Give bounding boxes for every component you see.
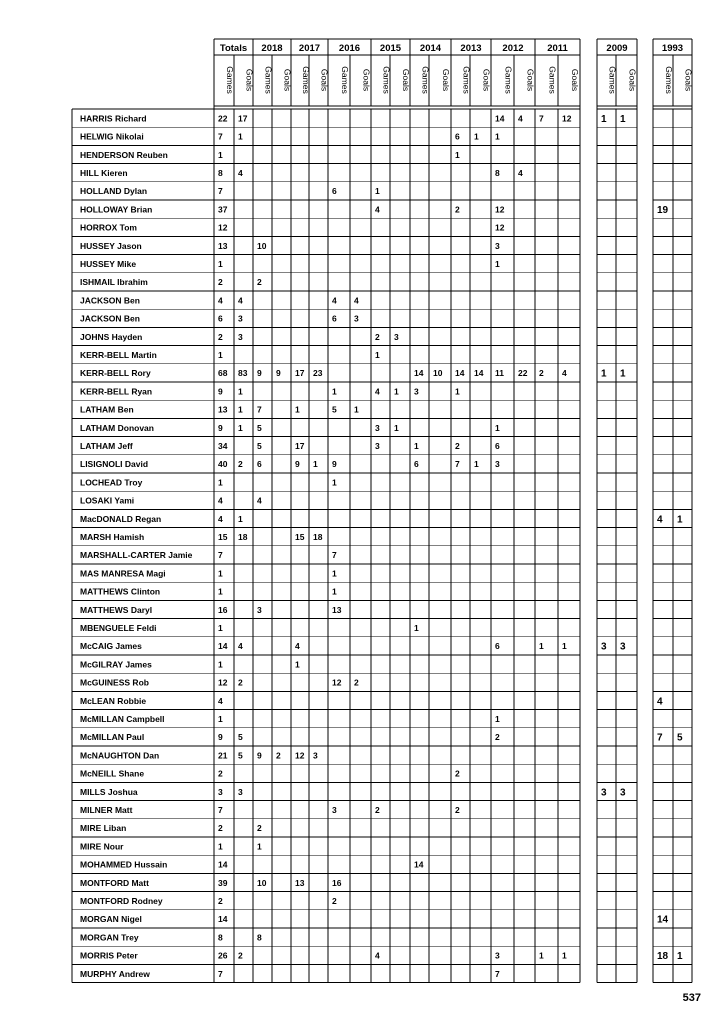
cell-value: 18 [657,951,669,963]
cell-value: 4 [238,295,243,306]
cell-value: 3 [620,641,626,653]
player-name: MBENGUELE Feldi [80,623,157,633]
cell-value: 15 [295,532,305,542]
player-name: LATHAM Donovan [80,422,154,433]
cell-value: 1 [218,586,223,597]
cell-value: 1 [495,131,500,142]
group-header: 2015 [379,43,402,54]
cell-value: 1 [562,641,567,652]
player-name: HILL Kieren [80,168,128,178]
cell-value: 2 [218,277,223,288]
cell-value: 4 [257,495,262,506]
cell-value: 4 [562,368,567,379]
cell-value: 1 [218,149,223,160]
games-subheader: Games [340,66,350,94]
cell-value: 3 [414,386,419,397]
cell-value: 1 [394,386,399,397]
player-name: HOLLOWAY Brian [80,204,153,215]
cell-value: 2 [276,750,281,761]
cell-value: 1 [295,404,300,415]
player-name: MILNER Matt [80,805,133,815]
cell-value: 1 [495,259,500,269]
cell-value: 2 [218,768,223,779]
cell-value: 1 [375,186,380,197]
cell-value: 3 [218,786,223,797]
cell-value: 1 [218,350,223,360]
cell-value: 9 [257,750,262,761]
cell-value: 1 [601,113,607,125]
cell-value: 4 [218,513,223,524]
cell-value: 7 [657,732,663,744]
player-name: KERR-BELL Martin [80,350,157,360]
cell-value: 4 [295,641,300,652]
player-name: JACKSON Ben [80,295,140,306]
cell-value: 9 [218,732,223,743]
cell-value: 10 [257,877,267,888]
cell-value: 2 [455,204,460,215]
cell-value: 2 [539,368,544,379]
cell-value: 2 [455,768,460,779]
cell-value: 2 [375,805,380,815]
cell-value: 7 [218,186,223,197]
cell-value: 17 [295,441,305,451]
cell-value: 14 [474,368,484,379]
cell-value: 13 [295,877,305,888]
cell-value: 2 [257,823,262,834]
cell-value: 5 [257,422,262,433]
cell-value: 9 [295,459,300,470]
cell-value: 9 [218,386,223,397]
cell-value: 10 [433,368,443,379]
goals-subheader: Goals [401,68,411,92]
player-name: LOSAKI Yami [80,495,135,506]
cell-value: 14 [657,914,669,926]
player-name: JACKSON Ben [80,313,140,324]
cell-value: 7 [495,968,500,979]
games-subheader: Games [607,66,618,94]
cell-value: 6 [257,459,262,470]
cell-value: 1 [238,131,243,142]
player-name: MIRE Liban [80,823,127,834]
cell-value: 13 [332,604,342,615]
cell-value: 12 [562,113,572,124]
cell-value: 1 [218,659,223,670]
cell-value: 7 [257,404,262,415]
cell-value: 3 [313,750,318,761]
cell-value: 1 [455,149,460,160]
cell-value: 40 [218,459,228,470]
cell-value: 3 [332,805,337,815]
cell-value: 9 [257,368,262,379]
cell-value: 1 [677,514,683,526]
player-name: MORRIS Peter [80,950,138,961]
player-name: MAS MANRESA Magi [80,568,166,579]
cell-value: 12 [218,677,228,688]
cell-value: 1 [218,568,223,579]
cell-value: 3 [238,786,243,797]
cell-value: 7 [332,550,337,561]
cell-value: 2 [257,277,262,288]
cell-value: 2 [238,459,243,470]
cell-value: 37 [218,204,228,215]
cell-value: 1 [474,131,479,142]
player-name: McGUINESS Rob [80,677,149,688]
player-name: HOLLAND Dylan [80,186,148,197]
cell-value: 3 [601,787,607,799]
cell-value: 22 [218,113,228,124]
cell-value: 1 [332,386,337,397]
cell-value: 16 [218,604,228,615]
cell-value: 5 [238,750,243,761]
cell-value: 18 [238,532,248,542]
cell-value: 17 [238,113,248,124]
cell-value: 5 [332,404,337,415]
player-name: LATHAM Jeff [80,441,133,451]
player-name: HUSSEY Mike [80,259,137,269]
goals-subheader: Goals [319,68,330,92]
cell-value: 1 [332,568,337,579]
cell-value: 6 [414,459,419,470]
cell-value: 17 [295,368,305,379]
cell-value: 4 [238,168,243,178]
cell-value: 14 [414,859,424,870]
cell-value: 8 [218,168,223,178]
goals-subheader: Goals [525,68,536,92]
player-name: MORGAN Nigel [80,914,142,925]
group-header: 2013 [460,43,482,54]
player-name: McNAUGHTON Dan [80,750,160,761]
cell-value: 68 [218,368,228,379]
games-subheader: Games [263,66,274,94]
page-number: 537 [682,992,701,1004]
cell-value: 1 [238,422,243,433]
cell-value: 4 [218,495,223,506]
cell-value: 2 [218,823,223,834]
cell-value: 8 [257,932,262,943]
cell-value: 7 [455,459,460,470]
cell-value: 1 [313,459,318,470]
cell-value: 1 [354,404,359,415]
cell-value: 2 [332,896,337,906]
player-name: JOHNS Hayden [80,331,143,342]
cell-value: 1 [257,841,262,852]
cell-value: 4 [657,696,663,708]
cell-value: 7 [539,113,544,124]
cell-value: 1 [218,477,223,488]
cell-value: 9 [276,368,281,379]
player-name: HUSSEY Jason [80,240,142,251]
group-header: 2009 [606,43,628,54]
cell-value: 1 [394,422,399,433]
cell-value: 2 [455,441,460,451]
cell-value: 1 [539,641,544,652]
player-name: MARSHALL-CARTER Jamie [80,550,193,561]
cell-value: 83 [238,368,248,379]
cell-value: 12 [332,677,342,688]
goals-subheader: Goals [627,68,638,92]
goals-subheader: Goals [244,68,255,92]
goals-subheader: Goals [481,68,492,92]
games-subheader: Games [664,66,674,94]
player-name: MIRE Nour [80,841,124,852]
cell-value: 8 [218,932,223,943]
cell-value: 2 [375,331,380,342]
cell-value: 4 [518,168,523,178]
player-name: MORGAN Trey [80,932,139,943]
player-name: MARSH Hamish [80,532,145,542]
cell-value: 14 [218,914,228,925]
cell-value: 1 [474,459,479,470]
cell-value: 4 [218,295,223,306]
cell-value: 1 [332,586,337,597]
cell-value: 14 [455,368,465,379]
player-name: McCAIG James [80,641,142,652]
cell-value: 14 [495,113,505,124]
cell-value: 12 [218,222,228,233]
player-name: McNEILL Shane [80,768,145,779]
cell-value: 5 [238,732,243,743]
cell-value: 4 [375,386,380,397]
cell-value: 3 [620,787,626,799]
cell-value: 1 [455,386,460,397]
cell-value: 13 [218,404,228,415]
group-header: Totals [219,43,248,54]
cell-value: 1 [218,714,223,724]
player-name: KERR-BELL Ryan [80,386,153,397]
cell-value: 3 [238,331,243,342]
cell-value: 1 [601,368,607,380]
goals-subheader: Goals [683,68,694,92]
cell-value: 3 [394,331,399,342]
player-name: HARRIS Richard [80,113,147,124]
cell-value: 5 [257,441,262,451]
group-header: 2011 [547,43,568,54]
player-name: MATTHEWS Daryl [80,604,153,615]
cell-value: 6 [495,641,500,652]
player-name: ISHMAIL Ibrahim [80,277,148,288]
player-name: LATHAM Ben [80,404,134,415]
games-subheader: Games [225,66,235,94]
cell-value: 26 [218,950,228,961]
player-name: McMILLAN Paul [80,732,145,743]
cell-value: 1 [238,386,243,397]
goals-subheader: Goals [361,68,372,92]
goals-subheader: Goals [282,68,293,92]
player-name: KERR-BELL Rory [80,368,151,379]
cell-value: 22 [518,368,528,379]
cell-value: 4 [238,641,243,652]
player-name: HENDERSON Reuben [80,149,168,160]
cell-value: 19 [657,204,669,216]
group-header: 1993 [661,43,684,54]
games-subheader: Games [547,66,558,94]
cell-value: 1 [414,623,419,633]
cell-value: 3 [495,459,500,470]
cell-value: 7 [218,131,223,142]
cell-value: 1 [238,404,243,415]
cell-value: 2 [354,677,359,688]
cell-value: 9 [332,459,337,470]
cell-value: 16 [332,877,342,888]
cell-value: 9 [218,422,223,433]
cell-value: 8 [495,168,500,178]
cell-value: 2 [218,331,223,342]
cell-value: 14 [218,641,228,652]
cell-value: 2 [238,677,243,688]
cell-value: 7 [218,550,223,561]
cell-value: 39 [218,877,228,888]
cell-value: 1 [620,368,626,380]
cell-value: 1 [620,113,626,125]
cell-value: 1 [218,841,223,852]
cell-value: 3 [375,441,380,451]
cell-value: 10 [257,240,267,251]
player-name: HORROX Tom [80,222,137,233]
cell-value: 6 [455,131,460,142]
cell-value: 4 [657,514,663,526]
cell-value: 7 [218,805,223,815]
cell-value: 14 [414,368,424,379]
player-name: MONTFORD Rodney [80,896,163,906]
cell-value: 1 [332,477,337,488]
cell-value: 1 [414,441,419,451]
player-name: MONTFORD Matt [80,877,149,888]
cell-value: 1 [375,350,380,360]
cell-value: 4 [375,204,380,215]
cell-value: 15 [218,532,228,542]
cell-value: 4 [218,695,223,706]
group-header: 2014 [419,43,442,54]
cell-value: 7 [218,968,223,979]
player-name: MURPHY Andrew [80,968,150,979]
cell-value: 3 [257,604,262,615]
player-name: LOCHEAD Troy [80,477,143,488]
cell-value: 6 [218,313,223,324]
player-name: MATTHEWS Clinton [80,586,161,597]
cell-value: 4 [518,113,523,124]
group-header: 2012 [502,43,524,54]
cell-value: 6 [332,186,337,197]
group-header: 2018 [261,43,283,54]
cell-value: 13 [218,240,228,251]
cell-value: 1 [295,659,300,670]
cell-value: 6 [332,313,337,324]
cell-value: 2 [218,896,223,906]
cell-value: 3 [495,950,500,961]
player-name: MOHAMMED Hussain [80,859,168,870]
cell-value: 3 [354,313,359,324]
cell-value: 1 [238,513,243,524]
cell-value: 1 [539,950,544,961]
player-name: MacDONALD Regan [80,513,162,524]
cell-value: 1 [218,259,223,269]
group-header: 2016 [338,43,361,54]
cell-value: 1 [677,951,683,963]
player-name: McMILLAN Campbell [80,714,165,724]
cell-value: 12 [495,222,505,233]
player-name: HELWIG Nikolai [80,131,144,142]
cell-value: 34 [218,441,228,451]
player-name: MILLS Joshua [80,786,138,797]
cell-value: 4 [375,950,380,961]
player-name: McGILRAY James [80,659,152,670]
goals-subheader: Goals [441,68,451,92]
cell-value: 21 [218,750,228,761]
cell-value: 1 [495,714,500,724]
player-name: LISIGNOLI David [80,459,149,470]
cell-value: 23 [313,368,323,379]
cell-value: 2 [495,732,500,743]
games-subheader: Games [461,66,472,94]
cell-value: 4 [332,295,337,306]
games-subheader: Games [420,66,431,94]
cell-value: 3 [238,313,243,324]
cell-value: 1 [562,950,567,961]
group-header: 2017 [298,43,321,54]
cell-value: 2 [455,805,460,815]
cell-value: 12 [295,750,305,761]
games-subheader: Games [503,66,514,94]
cell-value: 6 [495,441,500,451]
cell-value: 14 [218,859,228,870]
cell-value: 18 [313,532,323,542]
cell-value: 1 [218,623,223,633]
games-subheader: Games [301,66,311,94]
games-subheader: Games [381,66,392,94]
cell-value: 1 [495,422,500,433]
cell-value: 3 [601,641,607,653]
goals-subheader: Goals [570,68,580,92]
cell-value: 5 [677,732,683,744]
cell-value: 12 [495,204,505,215]
player-name: McLEAN Robbie [80,695,147,706]
cell-value: 2 [238,950,243,961]
cell-value: 11 [495,368,504,379]
cell-value: 3 [495,240,500,251]
cell-value: 3 [375,422,380,433]
cell-value: 4 [354,295,359,306]
